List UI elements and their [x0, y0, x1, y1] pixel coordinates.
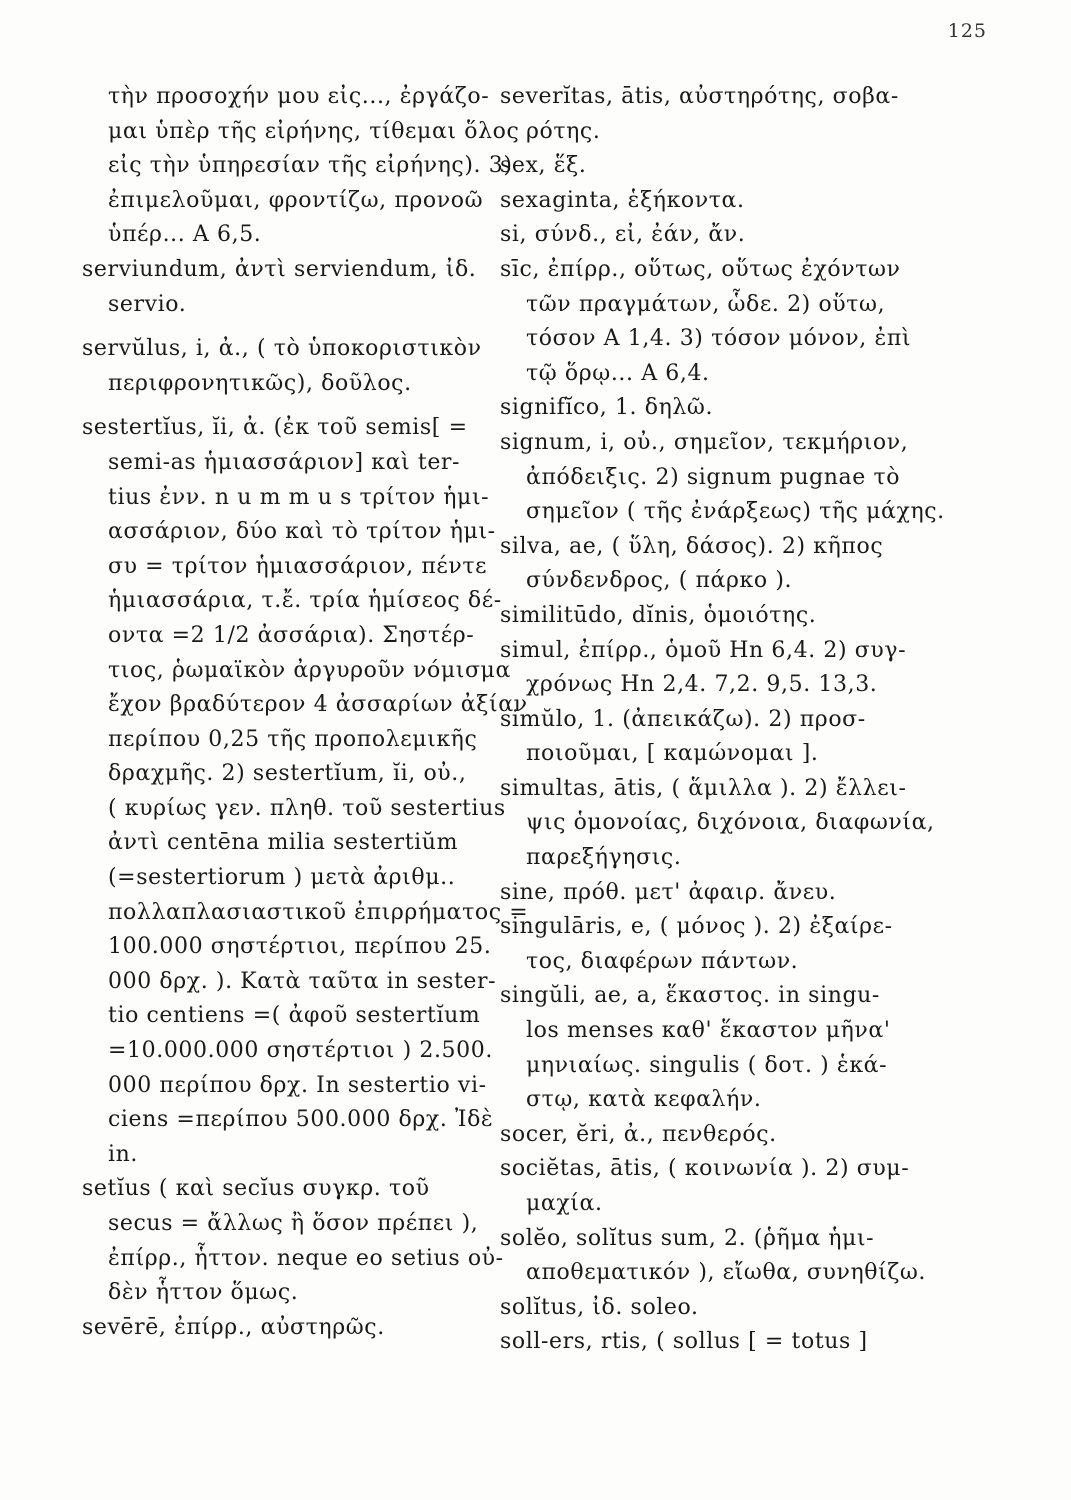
text-line: singŭli, ae, a, ἕκαστος. in singu-: [500, 983, 880, 1009]
text-line: τῶν πραγμάτων, ὧδε. 2) οὕτω,: [526, 291, 886, 317]
text-line: δραχμῆς. 2) sestertĭum, ĭi, οὐ.,: [108, 761, 467, 787]
text-line: sevērē, ἐπίρρ., αὐστηρῶς.: [82, 1314, 385, 1340]
text-line: sīc, ἐπίρρ., οὕτως, οὕτως ἐχόντων: [500, 256, 901, 282]
text-line: sestertĭus, ĭi, ἀ. (ἐκ τοῦ semis[ =: [82, 415, 468, 441]
text-line: severĭtas, ātis, αὐστηρότης, σοβα-: [500, 84, 899, 109]
text-line: sexaginta, ἑξήκοντα.: [500, 187, 745, 213]
text-line: in.: [108, 1141, 138, 1167]
text-line: μαχία.: [526, 1191, 603, 1216]
text-line: silva, ae, ( ὕλη, δάσος). 2) κῆπος: [500, 533, 884, 559]
text-line: 000 δρχ. ). Κατὰ ταῦτα in sester-: [108, 968, 497, 994]
text-line: ἡμιασσάρια, τ.ἔ. τρία ἡμίσεος δέ-: [108, 588, 502, 614]
text-line: ἀντὶ centēna milia sestertiŭm: [108, 830, 459, 856]
text-line: ( κυρίως γεν. πληθ. τοῦ sestertius: [108, 795, 506, 821]
text-line: ἀπόδειξις. 2) signum pugnae τὸ: [526, 464, 901, 490]
text-line: ρότης.: [526, 118, 601, 144]
text-line: ἐπιμελοῦμαι, φροντίζω, προνοῶ: [108, 187, 484, 213]
text-line: ὑπέρ... Α 6,5.: [108, 222, 262, 248]
text-line: μαι ὑπὲρ τῆς εἰρήνης, τίθεμαι ὅλος: [108, 118, 520, 144]
text-line: servio.: [108, 291, 187, 317]
text-line: 000 περίπου δρχ. In sestertio vi-: [108, 1072, 487, 1098]
text-line: πολλαπλασιαστικοῦ ἐπιρρήματος =: [108, 899, 529, 925]
text-line: solĭtus, ἰδ. soleo.: [500, 1294, 699, 1320]
text-line: tius ἐνν. n u m m u s τρίτον ἡμι-: [108, 484, 490, 510]
text-line: simul, ἐπίρρ., ὁμοῦ Hn 6,4. 2) συγ-: [500, 637, 907, 663]
text-line: οντα =2 1/2 ἀσσάρια). Σηστέρ-: [108, 622, 475, 648]
text-line: χρόνως Hn 2,4. 7,2. 9,5. 13,3.: [526, 672, 878, 698]
text-line: συ = τρίτον ἡμιασσάριον, πέντε: [108, 553, 488, 579]
text-line: servŭlus, i, ἀ., ( τὸ ὑποκοριστικὸν: [82, 336, 482, 362]
text-line: sociĕtas, ātis, ( κοινωνία ). 2) συμ-: [500, 1156, 910, 1182]
text-line: simŭlo, 1. (ἀπεικάζω). 2) προσ-: [500, 706, 866, 732]
text-line: 100.000 σηστέρτιοι, περίπου 25.: [108, 934, 492, 960]
text-line: semi-as ἡμιασσάριον] καὶ ter-: [108, 449, 461, 475]
text-line: signifĭco, 1. δηλῶ.: [500, 395, 714, 421]
text-line: εἰς τὴν ὑπηρεσίαν τῆς εἰρήνης). 3): [108, 153, 513, 179]
text-line: ψις ὁμονοίας, διχόνοια, διαφωνία,: [526, 810, 935, 836]
right-column: [500, 80, 970, 1360]
text-line: περίπου 0,25 τῆς προπολεμικῆς: [108, 726, 478, 752]
text-line: τὴν προσοχήν μου εἰς..., ἐργάζο-: [108, 84, 490, 109]
text-line: solĕo, solĭtus sum, 2. (ῥῆμα ἡμι-: [500, 1225, 875, 1251]
text-line: serviundum, ἀντὶ serviendum, ἰδ.: [82, 256, 477, 282]
text-line: similitūdo, dĭnis, ὁμοιότης.: [500, 602, 817, 628]
text-line: sine, πρόθ. μετ' ἀφαιρ. ἄνευ.: [500, 879, 837, 905]
text-line: =10.000.000 σηστέρτιοι ) 2.500.: [108, 1038, 493, 1064]
text-line: socer, ĕri, ἀ., πενθερός.: [500, 1121, 777, 1147]
text-line: secus = ἄλλως ἢ ὅσον πρέπει ),: [108, 1211, 479, 1236]
text-line: simultas, ātis, ( ἅμιλλα ). 2) ἔλλει-: [500, 775, 907, 801]
text-line: σημεῖον ( τῆς ἐνάρξεως) τῆς μάχης.: [526, 499, 945, 525]
text-line: τῷ ὅρῳ... Α 6,4.: [526, 360, 710, 386]
text-line: ciens =περίπου 500.000 δρχ. Ἰδὲ: [108, 1107, 494, 1133]
text-line: sex, ἕξ.: [500, 153, 587, 179]
text-line: ποιοῦμαι, [ καμώνομαι ].: [526, 741, 819, 767]
text-line: signum, i, οὐ., σημεῖον, τεκμήριον,: [500, 429, 909, 455]
page-number: 125: [947, 20, 987, 42]
text-line: τος, διαφέρων πάντων.: [526, 948, 799, 974]
text-line: singulāris, e, ( μόνος ). 2) ἐξαίρε-: [500, 914, 893, 940]
text-line: δὲν ἧττον ὅμως.: [108, 1280, 299, 1306]
text-line: ἐπίρρ., ἧττον. neque eo setius οὐ-: [108, 1245, 504, 1271]
text-line: περιφρονητικῶς), δοῦλος.: [108, 370, 412, 396]
text-line: ασσάριον, δύο καὶ τὸ τρίτον ἡμι-: [108, 519, 496, 545]
text-line: setĭus ( καὶ secĭus συγκρ. τοῦ: [82, 1176, 430, 1202]
text-line: σύνδενδρος, ( πάρκο ).: [526, 568, 793, 594]
text-line: (=sestertiorum ) μετὰ ἀριθμ..: [108, 865, 456, 891]
text-line: tio centiens =( ἀφοῦ sestertĭum: [108, 1003, 481, 1029]
text-line: ἔχον βραδύτερον 4 ἀσσαρίων ἀξίαν: [108, 692, 528, 718]
text-line: los menses καθ' ἕκαστον μῆνα': [526, 1018, 891, 1044]
text-line: μηνιαίως. singulis ( δοτ. ) ἑκά-: [526, 1052, 888, 1078]
left-column: [82, 80, 529, 1345]
text-line: si, σύνδ., εἰ, ἐάν, ἄν.: [500, 222, 746, 248]
text-line: αποθεματικόν ), εἴωθα, συνηθίζω.: [526, 1260, 927, 1286]
text-line: τόσον Α 1,4. 3) τόσον μόνον, ἐπὶ: [526, 326, 912, 352]
text-line: τιος, ῥωμαϊκὸν ἀργυροῦν νόμισμα: [108, 657, 511, 683]
text-line: soll-ers, rtis, ( sollus [ = totus ]: [500, 1329, 868, 1355]
text-line: παρεξήγησις.: [526, 845, 682, 871]
text-line: στῳ, κατὰ κεφαλήν.: [526, 1087, 762, 1113]
